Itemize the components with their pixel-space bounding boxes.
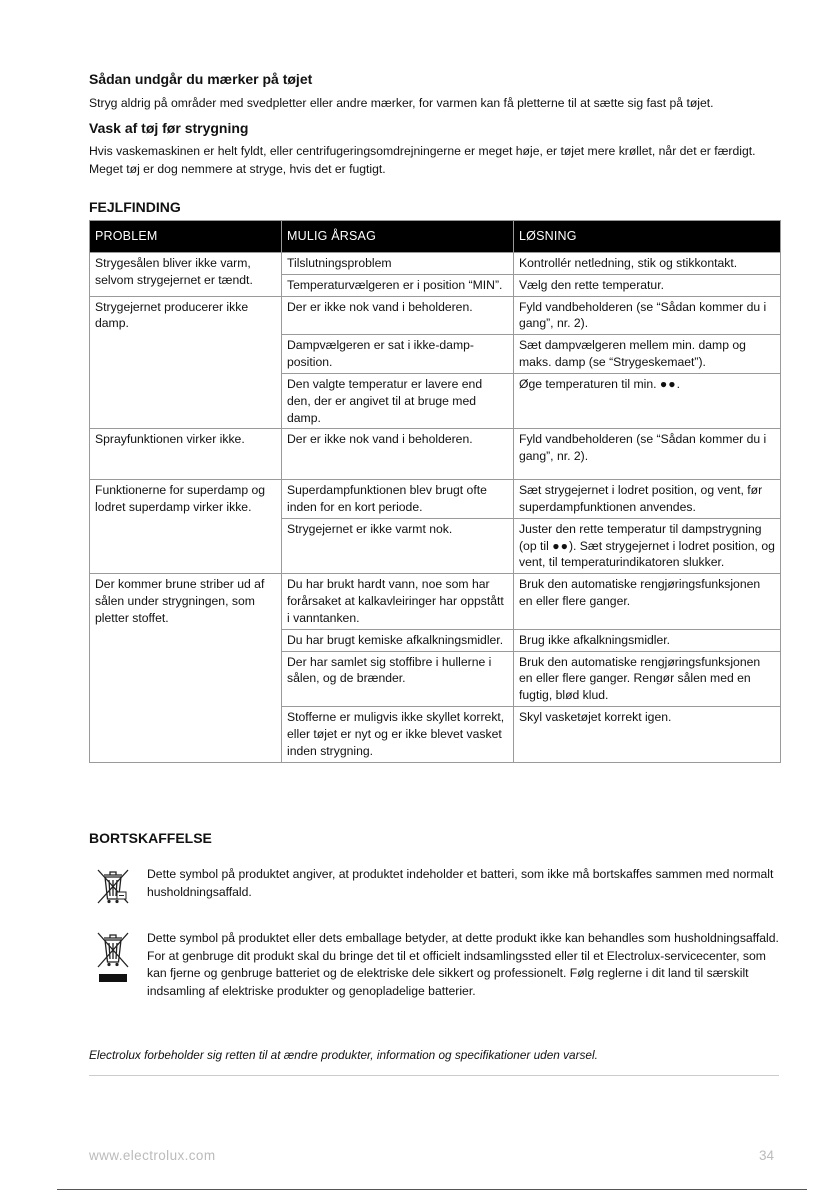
temperature-dot-icon: ●● xyxy=(552,538,569,553)
section-text-stains: Stryg aldrig på områder med svedpletter eller andre mærker, for varmen kan få pletterne til at sætte sig fast på tøjet. xyxy=(89,96,714,110)
section-heading-stains: Sådan undgår du mærker på tøjet xyxy=(89,71,313,87)
table-row xyxy=(90,480,781,519)
column-header-problem: PROBLEM xyxy=(90,221,282,253)
problem-cell: Strygejernet producerer ikke damp. xyxy=(90,296,282,429)
footer-website: www.electrolux.com xyxy=(89,1148,216,1163)
solution-cell: Sæt dampvælgeren mellem min. damp og maks. damp (se “Strygeskemaet”). xyxy=(514,335,781,374)
solution-text-a: Juster den rette temperatur til dampstrygning (op til xyxy=(519,521,762,553)
table-row xyxy=(90,574,781,629)
cause-cell: Strygejernet er ikke varmt nok. xyxy=(282,518,514,573)
solution-cell: Sæt strygejernet i lodret position, og vent, før superdampfunktionen anvendes. xyxy=(514,480,781,519)
solution-cell xyxy=(514,518,781,573)
cause-cell: Dampvælgeren er sat i ikke-damp-position. xyxy=(282,335,514,374)
cause-cell: Der har samlet sig stoffibre i hullerne i sålen, og de brænder. xyxy=(282,651,514,706)
section-text-washing: Hvis vaskemaskinen er helt fyldt, eller centrifugeringsomdrejningerne er meget høje, er tøjet mere krøllet, når det er færdigt. Meget tøj er dog nemmere at stryge, hvis det er fugtigt. xyxy=(89,144,756,176)
page-number: 34 xyxy=(758,1148,774,1163)
section-heading-washing: Vask af tøj før strygning xyxy=(89,120,249,136)
troubleshooting-heading: FEJLFINDING xyxy=(89,199,181,215)
cause-cell: Du har brukt hardt vann, noe som har forårsaket at kalkavleiringer har oppstått i vanntanken. xyxy=(282,574,514,629)
cause-cell: Der er ikke nok vand i beholderen. xyxy=(282,296,514,335)
problem-cell: Strygesålen bliver ikke varm, selvom strygejernet er tændt. xyxy=(90,253,282,297)
troubleshooting-table xyxy=(89,220,781,763)
cause-cell: Du har brugt kemiske afkalkningsmidler. xyxy=(282,629,514,651)
solution-cell: Fyld vandbeholderen (se “Sådan kommer du i gang”, nr. 2). xyxy=(514,429,781,480)
solution-cell: Bruk den automatiske rengjøringsfunksjonen en eller flere ganger. Rengør sålen med en fugtig, blød klud. xyxy=(514,651,781,706)
solution-cell: Bruk den automatiske rengjøringsfunksjonen en eller flere ganger. xyxy=(514,574,781,629)
solution-text: Øge temperaturen til min. xyxy=(519,376,657,391)
problem-cell: Der kommer brune striber ud af sålen under strygningen, som pletter stoffet. xyxy=(90,574,282,762)
solution-cell: Skyl vasketøjet korrekt igen. xyxy=(514,707,781,762)
disposal-text-battery: Dette symbol på produktet angiver, at produktet indeholder et batteri, som ikke må bortskaffes sammen med normalt husholdningsaffald. xyxy=(147,867,774,899)
divider xyxy=(89,1075,779,1076)
problem-cell: Sprayfunktionen virker ikke. xyxy=(90,429,282,480)
table-row xyxy=(90,296,781,335)
cause-cell: Temperaturvælgeren er i position “MIN”. xyxy=(282,274,514,296)
solution-cell: Vælg den rette temperatur. xyxy=(514,274,781,296)
solution-cell: Kontrollér netledning, stik og stikkontakt. xyxy=(514,253,781,275)
footer-divider xyxy=(57,1189,807,1190)
cause-cell: Superdampfunktionen blev brugt ofte inden for en kort periode. xyxy=(282,480,514,519)
column-header-solution: LØSNING xyxy=(514,221,781,253)
solution-cell: Brug ikke afkalkningsmidler. xyxy=(514,629,781,651)
cause-cell: Stofferne er muligvis ikke skyllet korrekt, eller tøjet er nyt og er ikke blevet vasket inden strygning. xyxy=(282,707,514,762)
cause-cell: Der er ikke nok vand i beholderen. xyxy=(282,429,514,480)
table-header-row xyxy=(90,221,781,253)
disclaimer-note: Electrolux forbeholder sig retten til at ændre produkter, information og specifikationer uden varsel. xyxy=(89,1048,598,1062)
crossed-out-bin-weee-icon xyxy=(95,930,131,992)
solution-text-b: ). Sæt strygejernet i lodret position, og vent, til temperaturindikatoren slukker. xyxy=(519,538,775,570)
cause-cell: Tilslutningsproblem xyxy=(282,253,514,275)
disposal-heading: BORTSKAFFELSE xyxy=(89,830,212,846)
column-header-cause: MULIG ÅRSAG xyxy=(282,221,514,253)
disposal-text-weee: Dette symbol på produktet eller dets emballage betyder, at dette produkt ikke kan behandles som husholdningsaffald. For at genbruge dit produkt skal du bringe det til et officielt indsamlingssted eller til et Electrolux-servicecenter, som kan fjerne og genbruge batteriet og de elektriske dele sikkert og professionelt. Følg reglerne i dit land til særskilt indsamling af elektriske produkter og genopladelige batterier. xyxy=(147,931,779,999)
solution-cell: Øge temperaturen til min. ●●. xyxy=(514,373,781,428)
solution-cell: Fyld vandbeholderen (se “Sådan kommer du i gang”, nr. 2). xyxy=(514,296,781,335)
cause-cell: Den valgte temperatur er lavere end den, der er angivet til at bruge med damp. xyxy=(282,373,514,428)
temperature-dot-icon: ●● xyxy=(659,376,677,391)
table-row xyxy=(90,429,781,480)
table-row xyxy=(90,253,781,275)
crossed-out-bin-battery-icon xyxy=(95,866,131,912)
problem-cell: Funktionerne for superdamp og lodret superdamp virker ikke. xyxy=(90,480,282,574)
